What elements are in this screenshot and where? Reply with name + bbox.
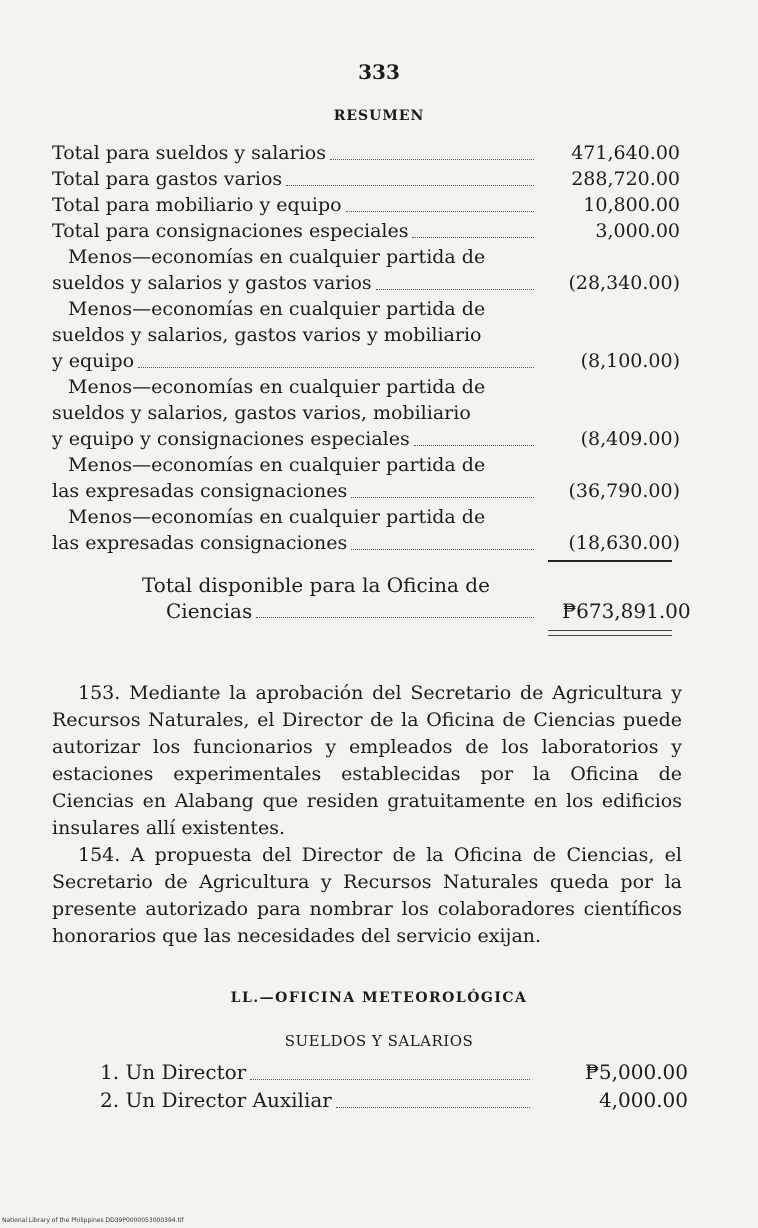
subtotal-rule	[548, 560, 672, 562]
reduction-line: y equipo	[52, 350, 135, 372]
reduction-amount: (8,100.00)	[580, 350, 680, 372]
salary-label: 2. Un Director Auxiliar	[100, 1088, 332, 1112]
reduction-line: Menos—economías en cualquier partida de	[68, 298, 486, 320]
leader-dots	[330, 159, 534, 160]
leader-dots	[346, 211, 534, 212]
reduction-amount: (18,630.00)	[568, 532, 680, 554]
summary-row-amount: 3,000.00	[595, 220, 680, 242]
summary-row	[52, 218, 680, 244]
body-text	[52, 680, 682, 950]
reduction-row	[52, 296, 680, 374]
paragraph-153: 153. Mediante la aprobación del Secretario de Agricultura y Recursos Naturales, el Director de la Oficina de Ciencias puede autorizar los funcionarios y empleados de los laboratorios y estaciones experimentales establecidas por la Oficina de Ciencias en Alabang que residen gratuitamente en los edificios insulares allí existentes.	[52, 682, 682, 839]
leader-dots	[412, 237, 534, 238]
reduction-line: sueldos y salarios, gastos varios y mobiliario	[52, 324, 482, 346]
leader-dots	[414, 445, 534, 446]
reduction-line: Menos—economías en cualquier partida de	[68, 376, 486, 398]
summary-row-label: Total para mobiliario y equipo	[52, 194, 342, 216]
reduction-row	[52, 244, 680, 296]
reduction-line: las expresadas consignaciones	[52, 480, 348, 502]
section-subtitle: SUELDOS Y SALARIOS	[284, 1032, 474, 1050]
reduction-amount: (36,790.00)	[568, 480, 680, 502]
reduction-amount: (28,340.00)	[568, 272, 680, 294]
reduction-line: sueldos y salarios y gastos varios	[52, 272, 372, 294]
reduction-line: Menos—economías en cualquier partida de	[68, 246, 486, 268]
leader-dots	[286, 185, 534, 186]
salary-row	[100, 1058, 688, 1086]
summary-row-label: Total para consignaciones especiales	[52, 220, 409, 242]
reduction-line: y equipo y consignaciones especiales	[52, 428, 410, 450]
page-number: 333	[358, 60, 400, 84]
leader-dots	[256, 617, 534, 618]
leader-dots	[376, 289, 534, 290]
leader-dots	[250, 1079, 530, 1080]
salary-row	[100, 1086, 688, 1114]
reduction-row	[52, 452, 680, 504]
leader-dots	[336, 1107, 530, 1108]
reduction-line: sueldos y salarios, gastos varios, mobiliario	[52, 402, 471, 424]
summary-row-amount: 10,800.00	[583, 194, 680, 216]
total-label: Ciencias	[166, 599, 253, 623]
total-label: Total disponible para la Oficina de	[142, 573, 490, 597]
summary-row-amount: 288,720.00	[571, 168, 680, 190]
reduction-line: Menos—economías en cualquier partida de	[68, 506, 486, 528]
reduction-line: Menos—economías en cualquier partida de	[68, 454, 486, 476]
leader-dots	[351, 497, 534, 498]
paragraph-154: 154. A propuesta del Director de la Oficina de Ciencias, el Secretario de Agricultura y Recursos Naturales queda por la presente autorizado para nombrar los colaboradores científicos honorarios que las necesidades del servicio exijan.	[52, 844, 682, 947]
total-double-rule	[548, 630, 672, 636]
summary-row	[52, 140, 680, 166]
reduction-line: las expresadas consignaciones	[52, 532, 348, 554]
summary-row-label: Total para sueldos y salarios	[52, 142, 326, 164]
reduction-row	[52, 374, 680, 452]
summary-row-amount: 471,640.00	[571, 142, 680, 164]
leader-dots	[351, 549, 534, 550]
summary-table	[52, 140, 691, 636]
summary-heading: RESUMEN	[333, 108, 425, 124]
reduction-row	[52, 504, 680, 556]
scan-footer: National Library of the Philippines DD39P0000053000394.tif	[2, 1217, 184, 1224]
total-amount: ₱673,891.00	[562, 599, 691, 623]
leader-dots	[138, 367, 534, 368]
summary-row-label: Total para gastos varios	[52, 168, 283, 190]
salary-label: 1. Un Director	[100, 1060, 247, 1084]
section-title: LL.—OFICINA METEOROLÓGICA	[230, 990, 528, 1006]
salary-amount: 4,000.00	[598, 1088, 688, 1112]
salary-list	[100, 1058, 688, 1114]
summary-row	[52, 166, 680, 192]
summary-row	[52, 192, 680, 218]
reduction-amount: (8,409.00)	[580, 428, 680, 450]
total-row	[52, 572, 691, 624]
salary-amount: ₱5,000.00	[584, 1060, 688, 1084]
